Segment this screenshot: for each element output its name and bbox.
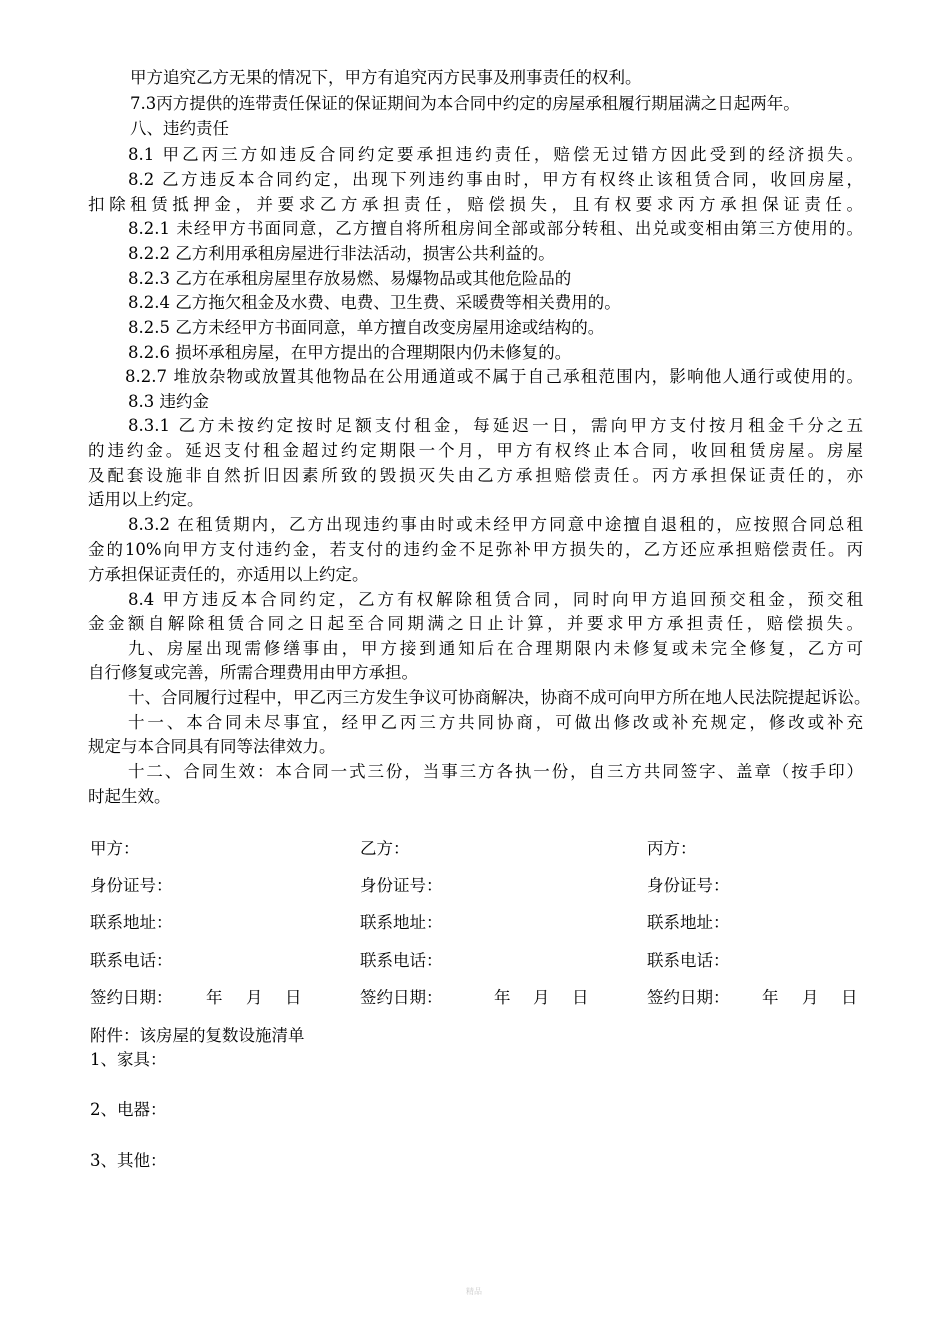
party-b-date-label: 签约日期：	[360, 988, 443, 1007]
body-line: 适用以上约定。	[88, 490, 204, 509]
party-a-day: 日	[285, 988, 302, 1007]
appendix-item-furniture: 1、家具：	[90, 1050, 167, 1069]
party-b-label: 乙方：	[360, 839, 410, 858]
body-line: 扣除租赁抵押金，并要求乙方承担责任，赔偿损失，且有权要求丙方承担保证责任。	[88, 195, 863, 214]
body-line: 8.2.5 乙方未经甲方书面同意，单方擅自改变房屋用途或结构的。	[128, 318, 605, 337]
body-line: 8.3.1 乙方未按约定按时足额支付租金，每延迟一日，需向甲方支付按月租金千分之五	[128, 416, 863, 435]
party-c-phone-label: 联系电话：	[647, 951, 730, 970]
body-line: 金的10%向甲方支付违约金，若支付的违约金不足弥补甲方损失的，乙方还应承担赔偿责任。丙	[88, 540, 863, 559]
party-a-address-label: 联系地址：	[90, 913, 173, 932]
body-line: 8.2.7 堆放杂物或放置其他物品在公用通道或不属于自己承租范围内，影响他人通行或使用的。	[125, 367, 863, 386]
appendix-item-other: 3、其他：	[90, 1151, 167, 1170]
party-b-id-label: 身份证号：	[360, 876, 443, 895]
party-b-address-label: 联系地址：	[360, 913, 443, 932]
body-line: 十、合同履行过程中，甲乙丙三方发生争议可协商解决，协商不成可向甲方所在地人民法院提起诉讼。	[128, 688, 871, 707]
party-c-address-label: 联系地址：	[647, 913, 730, 932]
body-line: 8.2.4 乙方拖欠租金及水费、电费、卫生费、采暖费等相关费用的。	[128, 293, 621, 312]
body-line: 规定与本合同具有同等法律效力。	[88, 737, 336, 756]
appendix-title: 附件：该房屋的复数设施清单	[90, 1026, 305, 1045]
body-line: 自行修复或完善，所需合理费用由甲方承担。	[88, 663, 418, 682]
party-a-date-label: 签约日期：	[90, 988, 173, 1007]
body-line: 8.2.1 未经甲方书面同意，乙方擅自将所租房间全部或部分转租、出兑或变相由第三方使用的。	[128, 219, 863, 238]
body-line: 8.3.2 在租赁期内，乙方出现违约事由时或未经甲方同意中途擅自退租的，应按照合同总租	[128, 515, 863, 534]
party-b-month: 月	[533, 988, 550, 1007]
section-heading: 8.3 违约金	[128, 392, 209, 411]
body-line: 8.2.6 损坏承租房屋，在甲方提出的合理期限内仍未修复的。	[128, 343, 572, 362]
body-line: 十二、合同生效：本合同一式三份，当事三方各执一份，自三方共同签字、盖章（按手印）	[128, 762, 863, 781]
body-line: 的违约金。延迟支付租金超过约定期限一个月，甲方有权终止本合同，收回租赁房屋。房屋	[88, 441, 863, 460]
party-c-year: 年	[762, 988, 779, 1007]
body-line: 7.3丙方提供的连带责任保证的保证期间为本合同中约定的房屋承租履行期届满之日起两年。	[130, 94, 800, 113]
body-line: 甲方追究乙方无果的情况下，甲方有追究丙方民事及刑事责任的权利。	[130, 68, 642, 87]
footer-watermark: 精品	[466, 1287, 482, 1296]
party-c-label: 丙方：	[647, 839, 697, 858]
party-b-day: 日	[572, 988, 589, 1007]
party-c-month: 月	[802, 988, 819, 1007]
party-a-year: 年	[206, 988, 223, 1007]
body-line: 方承担保证责任的，亦适用以上约定。	[88, 565, 369, 584]
party-a-phone-label: 联系电话：	[90, 951, 173, 970]
party-a-month: 月	[246, 988, 263, 1007]
body-line: 8.2.3 乙方在承租房屋里存放易燃、易爆物品或其他危险品的	[128, 269, 572, 288]
body-line: 十一、本合同未尽事宜，经甲乙丙三方共同协商，可做出修改或补充规定，修改或补充	[128, 713, 863, 732]
body-line: 时起生效。	[88, 787, 171, 806]
body-line: 金金额自解除租赁合同之日起至合同期满之日止计算，并要求甲方承担责任，赔偿损失。	[88, 614, 863, 633]
party-a-label: 甲方：	[90, 839, 140, 858]
party-b-year: 年	[494, 988, 511, 1007]
body-line: 九、房屋出现需修缮事由，甲方接到通知后在合理期限内未修复或未完全修复，乙方可	[128, 639, 863, 658]
party-a-id-label: 身份证号：	[90, 876, 173, 895]
appendix-item-appliances: 2、电器：	[90, 1100, 167, 1119]
party-c-id-label: 身份证号：	[647, 876, 730, 895]
party-c-date-label: 签约日期：	[647, 988, 730, 1007]
body-line: 8.2 乙方违反本合同约定，出现下列违约事由时，甲方有权终止该租赁合同，收回房屋，	[128, 170, 863, 189]
body-line: 及配套设施非自然折旧因素所致的毁损灭失由乙方承担赔偿责任。丙方承担保证责任的，亦	[88, 466, 863, 485]
party-c-day: 日	[841, 988, 858, 1007]
section-heading: 八、违约责任	[130, 119, 229, 138]
body-line: 8.2.2 乙方利用承租房屋进行非法活动，损害公共利益的。	[128, 244, 555, 263]
body-line: 8.1 甲乙丙三方如违反合同约定要承担违约责任，赔偿无过错方因此受到的经济损失。	[128, 145, 863, 164]
party-b-phone-label: 联系电话：	[360, 951, 443, 970]
body-line: 8.4 甲方违反本合同约定，乙方有权解除租赁合同，同时向甲方追回预交租金，预交租	[128, 590, 863, 609]
